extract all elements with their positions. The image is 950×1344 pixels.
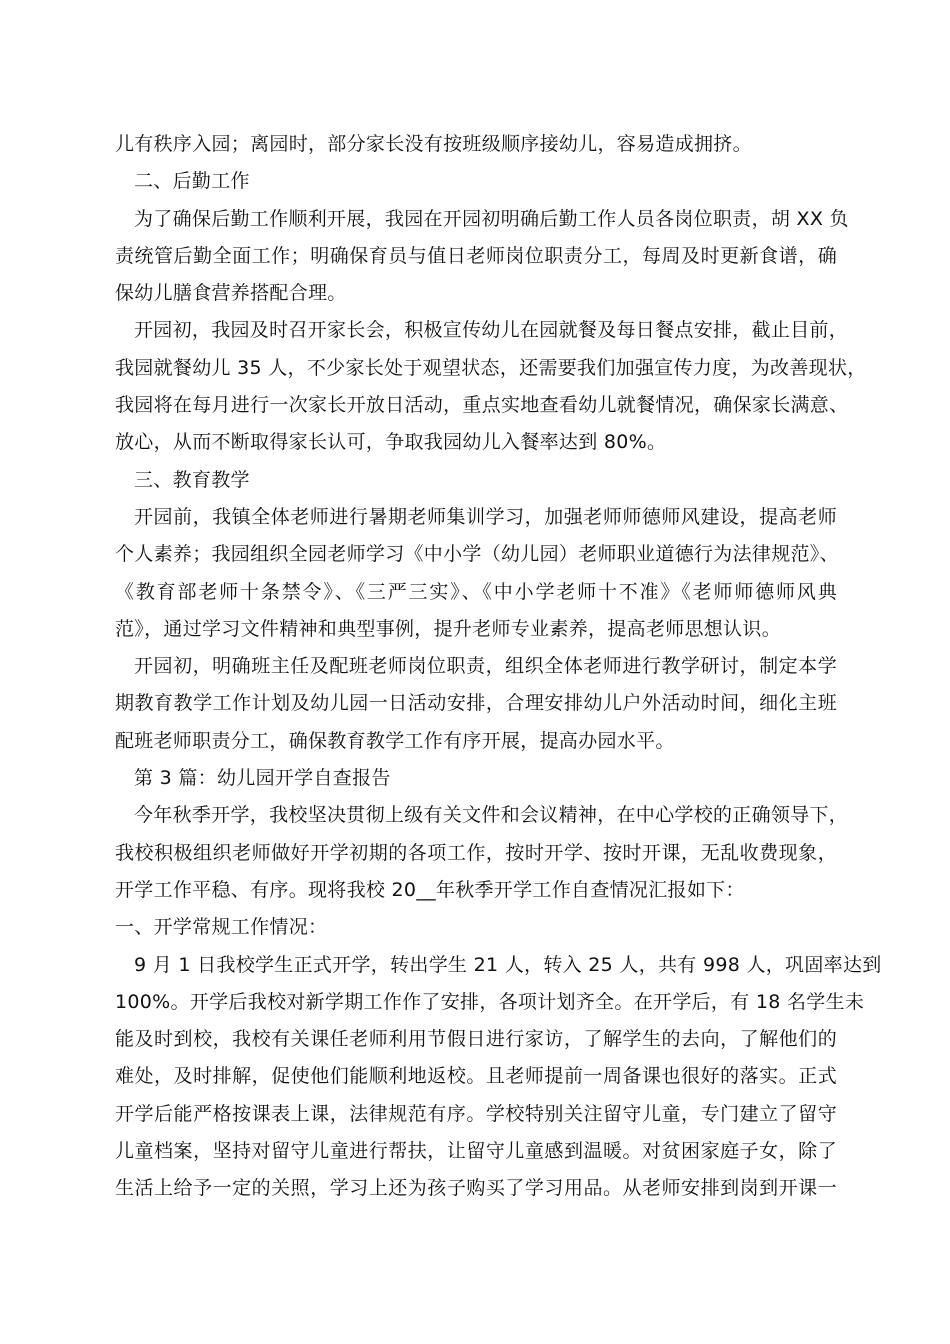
text-line: 今年秋季开学，我校坚决贯彻上级有关文件和会议精神，在中心学校的正确领导下， (134, 804, 849, 827)
text-line: 责统管后勤全面工作；明确保育员与值日老师岗位职责分工，每周及时更新食谱，确 (115, 244, 837, 267)
text-line: 开学工作平稳、有序。现将我校 20__年秋季开学工作自查情况汇报如下： (115, 878, 745, 901)
text-line: 范》，通过学习文件精神和典型事例，提升老师专业素养，提高老师思想认识。 (115, 617, 782, 640)
text-line: 开园初，明确班主任及配班老师岗位职责，组织全体老师进行教学研讨，制定本学 (134, 655, 837, 678)
text-line: 生活上给予一定的关照，学习上还为孩子购买了学习用品。从老师安排到岗到开课一 (115, 1177, 837, 1200)
text-line: 配班老师职责分工，确保教育教学工作有序开展，提高办园水平。 (115, 729, 675, 752)
text-line: 保幼儿膳食营养搭配合理。 (115, 282, 347, 305)
text-line: 100%。开学后我校对新学期工作作了安排，各项计划齐全。在开学后，有 18 名学生未 (115, 990, 865, 1013)
text-line: 《教育部老师十条禁令》、《三严三实》、《中小学老师十不准》《老师师德师风典 (115, 580, 837, 603)
text-line: 难处，及时排解，促使他们能顺利地返校。且老师提前一周备课也很好的落实。正式 (115, 1065, 837, 1088)
section-heading: 三、教育教学 (134, 468, 250, 491)
text-line: 儿有秩序入园；离园时，部分家长没有按班级顺序接幼儿，容易造成拥挤。 (115, 133, 752, 155)
text-line: 我园就餐幼儿 35 人，不少家长处于观望状态，还需要我们加强宣传力度，为改善现状， (115, 356, 867, 379)
text-line: 我园将在每月进行一次家长开放日活动，重点实地查看幼儿就餐情况，确保家长满意、 (115, 394, 849, 417)
text-line: 能及时到校，我校有关课任老师利用节假日进行家访，了解学生的去向，了解他们的 (115, 1028, 837, 1051)
text-line: 期教育教学工作计划及幼儿园一日活动安排，合理安排幼儿户外活动时间，细化主班 (115, 692, 837, 715)
text-line: 开园前，我镇全体老师进行暑期老师集训学习，加强老师师德师风建设，提高老师 (134, 505, 837, 528)
section-heading: 一、开学常规工作情况： (115, 916, 328, 939)
text-line: 儿童档案，坚持对留守儿童进行帮扶，让留守儿童感到温暖。对贫困家庭子女，除了 (115, 1140, 837, 1163)
text-line: 我校积极组织老师做好开学初期的各项工作，按时开学、按时开课，无乱收费现象， (115, 841, 837, 864)
text-line: 个人素养；我园组织全园老师学习《中小学（幼儿园）老师职业道德行为法律规范》、 (115, 543, 839, 566)
article-title: 第 3 篇：幼儿园开学自查报告 (134, 767, 391, 790)
text-line: 开园初，我园及时召开家长会，积极宣传幼儿在园就餐及每日餐点安排，截止目前， (134, 319, 849, 342)
text-line: 9 月 1 日我校学生正式开学，转出学生 21 人，转入 25 人，共有 998 人，巩固率达到 (134, 953, 882, 976)
document-body (115, 126, 882, 1208)
text-line: 为了确保后勤工作顺利开展，我园在开园初明确后勤工作人员各岗位职责，胡 XX 负 (134, 207, 849, 230)
section-heading: 二、后勤工作 (134, 170, 250, 193)
text-line: 开学后能严格按课表上课，法律规范有序。学校特别关注留守儿童，专门建立了留守 (115, 1102, 837, 1125)
text-line: 放心，从而不断取得家长认可，争取我园幼儿入餐率达到 80%。 (115, 431, 667, 454)
